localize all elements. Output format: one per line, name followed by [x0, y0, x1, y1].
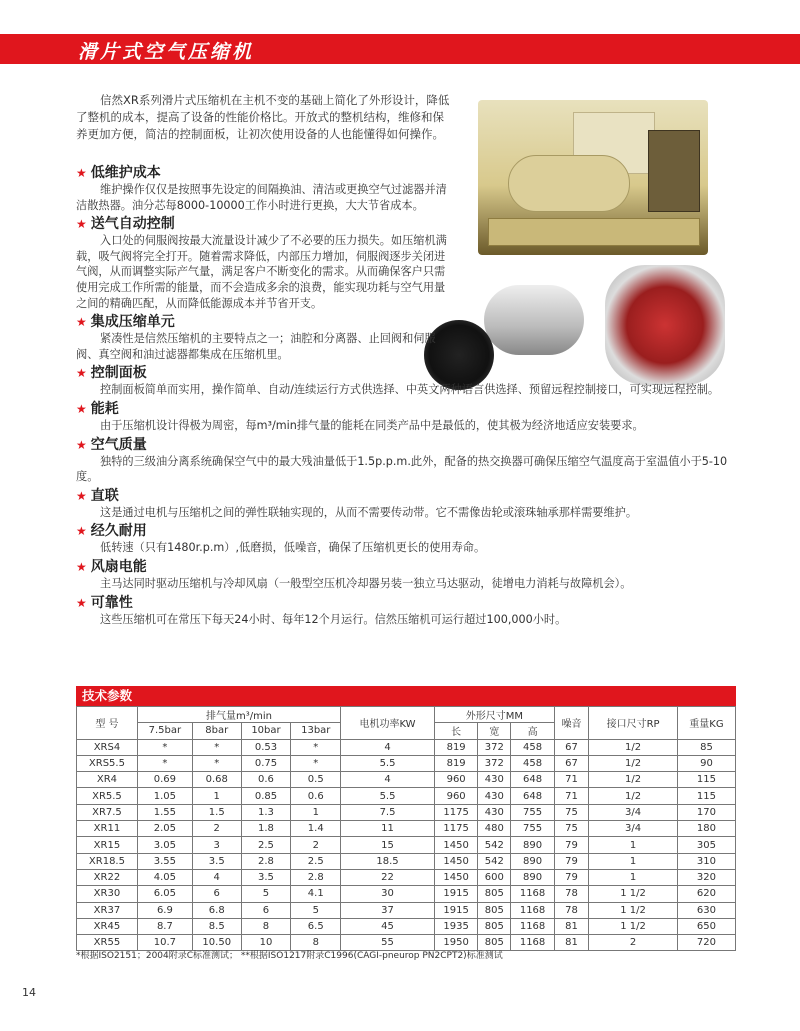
page-number: 14 — [22, 986, 36, 999]
col-pressure: 8bar — [192, 723, 241, 739]
table-cell: 5 — [291, 902, 341, 918]
table-cell: * — [291, 755, 341, 771]
table-cell: 1 1/2 — [589, 902, 678, 918]
model-cell: XR30 — [77, 886, 138, 902]
table-cell: 79 — [554, 853, 588, 869]
table-cell: 2.8 — [291, 869, 341, 885]
feature-body: 这是通过电机与压缩机之间的弹性联轴实现的，从而不需要传动带。它不需像齿轮或滚珠轴承那样需要维护。 — [100, 505, 638, 519]
table-cell: 1.55 — [137, 804, 192, 820]
feature-body: 维护操作仅仅是按照事先设定的间隔换油、清洁或更换空气过滤器并清洁散热器。油分芯每8000-10000工作小时进行更换，大大节省成本。 — [76, 183, 447, 212]
table-cell: 1168 — [511, 918, 554, 934]
spec-table — [76, 706, 736, 951]
table-cell: 4 — [192, 869, 241, 885]
model-cell: XR55 — [77, 935, 138, 951]
table-row — [77, 869, 736, 885]
table-cell: 1 1/2 — [589, 918, 678, 934]
col-dim: 高 — [511, 723, 554, 739]
table-cell: 3/4 — [589, 804, 678, 820]
table-cell: 1915 — [434, 886, 477, 902]
table-cell: 30 — [341, 886, 435, 902]
col-dim: 长 — [434, 723, 477, 739]
table-cell: 600 — [478, 869, 511, 885]
table-cell: 5.5 — [341, 755, 435, 771]
table-cell: 2.05 — [137, 821, 192, 837]
col-dims: 外形尺寸MM — [434, 707, 554, 723]
table-cell: 819 — [434, 739, 477, 755]
col-model: 型 号 — [77, 707, 138, 740]
table-cell: 75 — [554, 821, 588, 837]
model-cell: XR22 — [77, 869, 138, 885]
table-cell: 1175 — [434, 804, 477, 820]
feature-section — [76, 364, 736, 398]
table-cell: 2.5 — [241, 837, 291, 853]
table-cell: 78 — [554, 902, 588, 918]
table-cell: 90 — [677, 755, 735, 771]
table-cell: 2 — [291, 837, 341, 853]
title-banner — [0, 34, 800, 64]
table-cell: 0.85 — [241, 788, 291, 804]
feature-body: 低转速（只有1480r.p.m）,低磨损，低噪音，确保了压缩机更长的使用寿命。 — [100, 541, 486, 555]
table-cell: 3 — [192, 837, 241, 853]
star-icon: ★ — [76, 524, 87, 539]
table-row — [77, 788, 736, 804]
feature-title: 经久耐用 — [90, 523, 147, 540]
table-cell: 430 — [478, 772, 511, 788]
table-cell: 890 — [511, 837, 554, 853]
footnote: *根据ISO2151；2004附录C标准测试； **根据ISO1217附录C1996(CAGI-pneurop PN2CPT2)标准测试 — [76, 951, 503, 961]
table-cell: 3.55 — [137, 853, 192, 869]
table-cell: 8.7 — [137, 918, 192, 934]
table-cell: 8 — [241, 918, 291, 934]
table-cell: 890 — [511, 853, 554, 869]
star-icon: ★ — [76, 315, 87, 330]
feature-section — [76, 400, 736, 434]
model-cell: XR7.5 — [77, 804, 138, 820]
model-cell: XR45 — [77, 918, 138, 934]
table-cell: 650 — [677, 918, 735, 934]
table-cell: 1 — [589, 853, 678, 869]
table-cell: 1175 — [434, 821, 477, 837]
col-pressure: 7.5bar — [137, 723, 192, 739]
feature-body: 这些压缩机可在常压下每天24小时、每年12个月运行。信然压缩机可运行超过100,000小时。 — [100, 612, 567, 626]
feature-title: 控制面板 — [90, 365, 147, 382]
star-icon: ★ — [76, 217, 87, 232]
table-cell: 67 — [554, 755, 588, 771]
spec-table-body — [77, 739, 736, 951]
feature-section — [76, 594, 736, 628]
table-cell: 2 — [192, 821, 241, 837]
feature-title: 空气质量 — [90, 436, 147, 453]
table-cell: 45 — [341, 918, 435, 934]
table-cell: 0.6 — [241, 772, 291, 788]
model-cell: XR5.5 — [77, 788, 138, 804]
table-cell: 620 — [677, 886, 735, 902]
table-cell: 71 — [554, 772, 588, 788]
model-cell: XR4 — [77, 772, 138, 788]
table-cell: 10.7 — [137, 935, 192, 951]
star-icon: ★ — [76, 559, 87, 574]
table-cell: 960 — [434, 788, 477, 804]
col-weight: 重量KG — [677, 707, 735, 740]
table-cell: 37 — [341, 902, 435, 918]
table-cell: 458 — [511, 739, 554, 755]
table-cell: 79 — [554, 869, 588, 885]
table-cell: 648 — [511, 788, 554, 804]
table-cell: 1 — [291, 804, 341, 820]
table-cell: 22 — [341, 869, 435, 885]
col-dim: 宽 — [478, 723, 511, 739]
feature-title: 集成压缩单元 — [90, 314, 175, 331]
table-cell: 819 — [434, 755, 477, 771]
table-cell: 458 — [511, 755, 554, 771]
table-cell: 4 — [341, 772, 435, 788]
feature-title: 直联 — [90, 487, 119, 504]
table-cell: 3.5 — [192, 853, 241, 869]
table-cell: 1/2 — [589, 788, 678, 804]
col-pressure: 13bar — [291, 723, 341, 739]
star-icon: ★ — [76, 488, 87, 503]
table-row — [77, 772, 736, 788]
spec-table-section — [76, 686, 736, 951]
model-cell: XR11 — [77, 821, 138, 837]
table-cell: 3/4 — [589, 821, 678, 837]
table-cell: 6.05 — [137, 886, 192, 902]
intro-text — [76, 92, 452, 144]
model-cell: XRS4 — [77, 739, 138, 755]
table-cell: 0.5 — [291, 772, 341, 788]
model-cell: XR18.5 — [77, 853, 138, 869]
feature-body: 入口处的伺服阀按最大流量设计减少了不必要的压力损失。如压缩机满载，吸气阀将完全打开。随着需求降低，内部压力增加，伺服阀逐步关闭进气阀，从而调整实际产气量，满足客户不断变化的需求。从而确保客户只需使用完成工作所需的能量，而不会造成多余的浪费，能实现功耗与空气用量之间的精确匹配，从而降低能源成本并节省开支。 — [76, 234, 447, 310]
table-cell: 4.05 — [137, 869, 192, 885]
table-cell: 0.68 — [192, 772, 241, 788]
table-cell: 305 — [677, 837, 735, 853]
col-flow: 排气量m³/min — [137, 707, 340, 723]
table-cell: 7.5 — [341, 804, 435, 820]
table-cell: 1450 — [434, 853, 477, 869]
table-cell: * — [137, 755, 192, 771]
feature-title: 送气自动控制 — [90, 216, 175, 233]
table-cell: 648 — [511, 772, 554, 788]
table-cell: 890 — [511, 869, 554, 885]
table-cell: 1.05 — [137, 788, 192, 804]
features-list — [76, 164, 736, 629]
table-cell: 11 — [341, 821, 435, 837]
table-cell: 1 — [192, 788, 241, 804]
table-cell: 320 — [677, 869, 735, 885]
table-cell: 1950 — [434, 935, 477, 951]
table-row — [77, 853, 736, 869]
feature-title: 低维护成本 — [90, 165, 161, 181]
model-cell: XR15 — [77, 837, 138, 853]
feature-body: 主马达同时驱动压缩机与冷却风扇（一般型空压机冷却器另装一独立马达驱动，徒增电力消耗与故障机会）。 — [100, 576, 632, 590]
star-icon: ★ — [76, 166, 87, 180]
table-cell: 805 — [478, 886, 511, 902]
table-cell: 8 — [291, 935, 341, 951]
star-icon: ★ — [76, 595, 87, 610]
table-cell: 6.5 — [291, 918, 341, 934]
table-cell: 0.6 — [291, 788, 341, 804]
table-cell: 3.05 — [137, 837, 192, 853]
table-cell: 1168 — [511, 902, 554, 918]
table-cell: 1 — [589, 837, 678, 853]
table-cell: 5.5 — [341, 788, 435, 804]
table-cell: 310 — [677, 853, 735, 869]
table-cell: 1935 — [434, 918, 477, 934]
feature-section — [76, 164, 736, 213]
feature-section — [76, 522, 736, 556]
table-cell: 55 — [341, 935, 435, 951]
table-cell: 18.5 — [341, 853, 435, 869]
feature-body: 控制面板简单而实用，操作简单、自动/连续运行方式供选择、中英文两种语言供选择、预留远程控制接口，可实现远程控制。 — [100, 383, 720, 397]
feature-section — [76, 558, 736, 592]
feature-section — [76, 436, 736, 485]
feature-section — [76, 487, 736, 521]
table-row — [77, 918, 736, 934]
table-cell: 78 — [554, 886, 588, 902]
table-cell: 1450 — [434, 869, 477, 885]
table-row — [77, 902, 736, 918]
table-cell: 2.5 — [291, 853, 341, 869]
table-cell: 720 — [677, 935, 735, 951]
table-cell: 115 — [677, 772, 735, 788]
table-cell: 805 — [478, 918, 511, 934]
table-cell: * — [192, 755, 241, 771]
table-cell: 67 — [554, 739, 588, 755]
table-row — [77, 821, 736, 837]
model-cell: XRS5.5 — [77, 755, 138, 771]
table-cell: 805 — [478, 902, 511, 918]
table-cell: 630 — [677, 902, 735, 918]
intro-paragraph: 信然XR系列滑片式压缩机在主机不变的基础上简化了外形设计，降低了整机的成本，提高了设备的性能价格比。开放式的整机结构，维修和保养更加方便，简洁的控制面板，让初次使用设备的人也能懂得如何操作。 — [76, 93, 450, 142]
table-cell: 15 — [341, 837, 435, 853]
feature-title: 能耗 — [90, 400, 119, 417]
table-cell: 3.5 — [241, 869, 291, 885]
table-cell: 372 — [478, 755, 511, 771]
col-noise: 噪音 — [554, 707, 588, 740]
table-cell: 1915 — [434, 902, 477, 918]
table-cell: 0.75 — [241, 755, 291, 771]
table-cell: 6.9 — [137, 902, 192, 918]
table-cell: 1 1/2 — [589, 886, 678, 902]
table-row — [77, 739, 736, 755]
table-cell: 75 — [554, 804, 588, 820]
table-cell: 480 — [478, 821, 511, 837]
table-cell: 1168 — [511, 935, 554, 951]
table-cell: 4 — [341, 739, 435, 755]
feature-title: 可靠性 — [90, 594, 133, 611]
table-cell: 81 — [554, 918, 588, 934]
table-cell: 0.53 — [241, 739, 291, 755]
table-cell: 542 — [478, 853, 511, 869]
table-cell: 1450 — [434, 837, 477, 853]
page-title: 滑片式空气压缩机 — [78, 41, 255, 63]
table-cell: 1 — [589, 869, 678, 885]
table-cell: 1.4 — [291, 821, 341, 837]
feature-body: 紧凑性是信然压缩机的主要特点之一；油腔和分离器、止回阀和伺服阀、真空阀和油过滤器都集成在压缩机里。 — [76, 332, 436, 361]
table-cell: 6 — [192, 886, 241, 902]
table-cell: 79 — [554, 837, 588, 853]
table-cell: 755 — [511, 821, 554, 837]
feature-body: 独特的三级油分离系统确保空气中的最大残油量低于1.5p.p.m.此外，配备的热交换器可确保压缩空气温度高于室温值小于5-10度。 — [76, 454, 728, 484]
star-icon: ★ — [76, 437, 87, 452]
table-cell: 1.8 — [241, 821, 291, 837]
table-cell: 1/2 — [589, 739, 678, 755]
table-cell: * — [192, 739, 241, 755]
table-cell: 115 — [677, 788, 735, 804]
table-cell: 0.69 — [137, 772, 192, 788]
table-cell: 430 — [478, 788, 511, 804]
table-row — [77, 886, 736, 902]
table-cell: 10.50 — [192, 935, 241, 951]
table-cell: 2.8 — [241, 853, 291, 869]
model-cell: XR37 — [77, 902, 138, 918]
col-port: 接口尺寸RP — [589, 707, 678, 740]
table-cell: 180 — [677, 821, 735, 837]
col-pressure: 10bar — [241, 723, 291, 739]
star-icon: ★ — [76, 366, 87, 381]
spec-table-title: 技术参数 — [76, 686, 736, 706]
table-cell: 805 — [478, 935, 511, 951]
table-cell: 5 — [241, 886, 291, 902]
table-cell: 71 — [554, 788, 588, 804]
table-cell: 755 — [511, 804, 554, 820]
feature-body: 由于压缩机设计得极为周密，每m³/min排气量的能耗在同类产品中是最低的，使其极为经济地适应安装要求。 — [100, 418, 644, 432]
feature-title: 风扇电能 — [90, 558, 147, 575]
star-icon: ★ — [76, 401, 87, 416]
col-power: 电机功率KW — [341, 707, 435, 740]
table-cell: * — [291, 739, 341, 755]
table-cell: 170 — [677, 804, 735, 820]
table-cell: 4.1 — [291, 886, 341, 902]
table-row — [77, 755, 736, 771]
table-cell: 10 — [241, 935, 291, 951]
table-cell: 960 — [434, 772, 477, 788]
table-cell: 1168 — [511, 886, 554, 902]
feature-section — [76, 215, 736, 311]
table-row — [77, 804, 736, 820]
table-cell: 2 — [589, 935, 678, 951]
table-cell: 430 — [478, 804, 511, 820]
table-cell: 85 — [677, 739, 735, 755]
table-cell: 1.3 — [241, 804, 291, 820]
table-cell: 1/2 — [589, 755, 678, 771]
feature-section — [76, 313, 736, 362]
table-cell: 372 — [478, 739, 511, 755]
table-cell: 1.5 — [192, 804, 241, 820]
table-cell: 81 — [554, 935, 588, 951]
table-cell: 6.8 — [192, 902, 241, 918]
table-row — [77, 837, 736, 853]
table-cell: 1/2 — [589, 772, 678, 788]
table-cell: 542 — [478, 837, 511, 853]
table-cell: 8.5 — [192, 918, 241, 934]
table-cell: * — [137, 739, 192, 755]
table-cell: 6 — [241, 902, 291, 918]
